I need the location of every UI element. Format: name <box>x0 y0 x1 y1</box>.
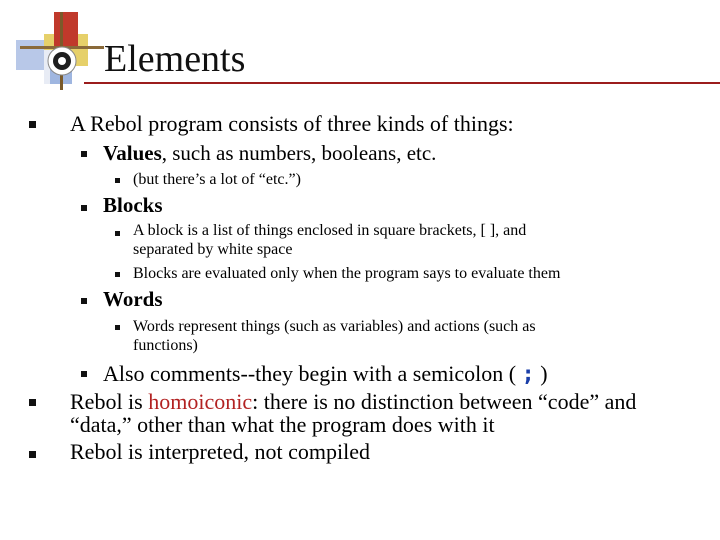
bullet-words: Words <box>103 287 163 311</box>
title-logo-icon <box>14 10 110 90</box>
values-text: , such as numbers, booleans, etc. <box>161 141 437 165</box>
bullet-block-definition-line1: A block is a list of things enclosed in square brackets, [ ], and <box>133 222 527 239</box>
homoiconic-prefix: Rebol is <box>70 389 149 414</box>
square-bullet-icon <box>115 325 120 330</box>
values-label: Values <box>103 141 162 165</box>
comments-text: Also comments--they begin with a semicolon ( <box>103 361 517 386</box>
homoiconic-term: homoiconic <box>148 389 253 414</box>
bullet-homoiconic-line1 <box>70 390 636 414</box>
bullet-block-evaluation: Blocks are evaluated only when the program says to evaluate them <box>133 265 561 282</box>
bullet-interpreted: Rebol is interpreted, not compiled <box>70 439 370 464</box>
square-bullet-icon <box>115 231 120 236</box>
title-rule <box>84 82 720 84</box>
square-bullet-icon <box>81 205 87 211</box>
bullet-homoiconic-line2: “data,” other than what the program does with it <box>70 412 495 437</box>
square-bullet-icon <box>81 371 87 377</box>
square-bullet-icon <box>81 298 87 304</box>
square-bullet-icon <box>81 151 87 157</box>
bullet-comments <box>103 362 548 387</box>
homoiconic-suffix: : there is no distinction between “code” and <box>252 389 637 414</box>
bullet-values <box>103 142 436 165</box>
square-bullet-icon <box>115 272 120 277</box>
square-bullet-icon <box>29 399 36 406</box>
bullet-blocks: Blocks <box>103 193 163 217</box>
slide-title: Elements <box>104 38 246 80</box>
square-bullet-icon <box>29 451 36 458</box>
square-bullet-icon <box>29 121 36 128</box>
bullet-words-definition-line1: Words represent things (such as variables) and actions (such as <box>133 318 536 335</box>
comments-close: ) <box>540 361 548 386</box>
bullet-program-kinds: A Rebol program consists of three kinds of things: <box>70 111 514 136</box>
semicolon-glyph: ; <box>521 362 535 387</box>
bullet-values-note: (but there’s a lot of “etc.”) <box>133 171 301 188</box>
square-bullet-icon <box>115 178 120 183</box>
bullet-block-definition-line2: separated by white space <box>133 241 293 258</box>
bullet-words-definition-line2: functions) <box>133 337 198 354</box>
